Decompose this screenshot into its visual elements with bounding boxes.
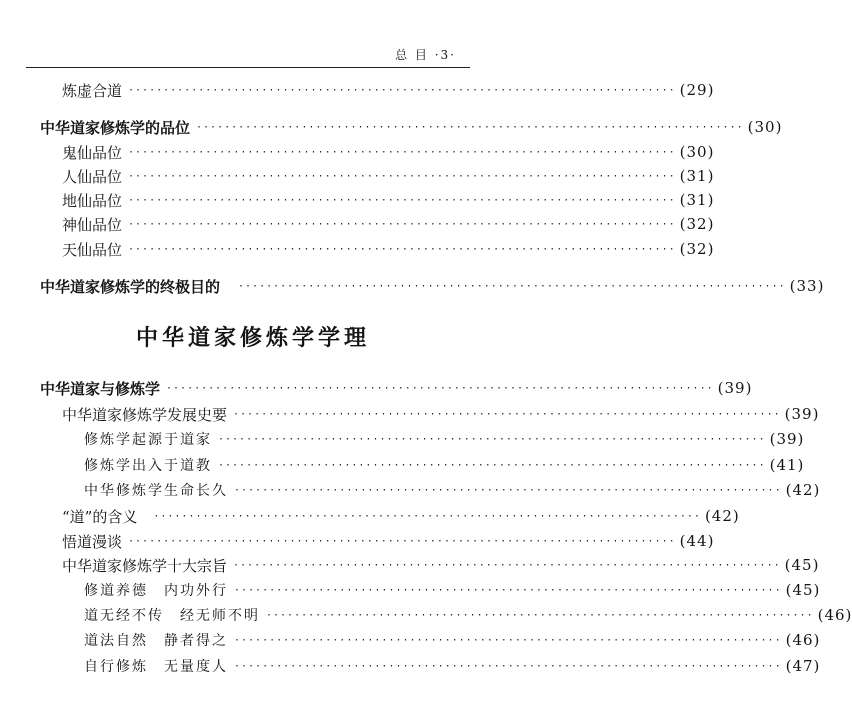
leader-dots: ·············································································· (266, 609, 814, 621)
header-rule (26, 67, 470, 68)
toc-entry-title: 人仙品位 (62, 167, 123, 186)
toc-entry (62, 165, 715, 187)
toc-entry (84, 655, 821, 677)
toc-entry-title: 鬼仙品位 (62, 143, 123, 162)
toc-entry-title: “道”的含义 (62, 507, 138, 526)
leader-dots: ·············································································· (128, 170, 676, 182)
toc-entry-page: (30) (747, 118, 783, 136)
toc-entry (62, 530, 715, 552)
toc-entry (84, 604, 852, 626)
leader-dots: ·············································································· (238, 280, 786, 292)
toc-entry-title: 自行修炼 无量度人 (84, 659, 228, 675)
leader-dots: ·············································································· (128, 535, 676, 547)
toc-entry (84, 479, 821, 501)
section-heading: 中华道家修炼学学理 (135, 325, 370, 351)
toc-entry-page: (41) (769, 456, 805, 474)
running-header: 总 目 ·3· (395, 48, 456, 62)
toc-entry-title: 修炼学出入于道教 (84, 458, 212, 474)
toc-entry (62, 213, 715, 235)
toc-entry-page: (33) (789, 277, 825, 295)
toc-entry-title: 中华道家与修炼学 (40, 379, 161, 398)
toc-entry-title: 道无经不传 经无师不明 (84, 608, 260, 624)
toc-entry-page: (46) (817, 606, 852, 624)
toc-entry-page: (42) (704, 507, 740, 525)
toc-entry-page: (46) (785, 631, 821, 649)
toc-entry-title: 中华修炼学生命长久 (84, 483, 228, 499)
toc-entry-page: (30) (679, 143, 715, 161)
toc-entry-page: (44) (679, 532, 715, 550)
toc-entry-title: 修道养德 内功外行 (84, 583, 228, 599)
toc-entry-title: 地仙品位 (62, 191, 123, 210)
toc-entry-page: (47) (785, 657, 821, 675)
toc-entry-page: (29) (679, 81, 715, 99)
toc-entry-title: 神仙品位 (62, 215, 123, 234)
toc-entry-page: (31) (679, 191, 715, 209)
leader-dots: ·············································································· (234, 584, 782, 596)
toc-entry (40, 377, 753, 399)
leader-dots: ·············································································· (218, 459, 766, 471)
toc-entry (62, 238, 715, 260)
toc-entry (62, 189, 715, 211)
toc-entry (84, 454, 805, 476)
toc-entry-page: (39) (784, 405, 820, 423)
toc-entry-page: (39) (717, 379, 753, 397)
toc-entry (40, 275, 825, 297)
leader-dots: ·············································································· (233, 408, 781, 420)
leader-dots: ·············································································· (128, 146, 676, 158)
leader-dots: ·············································································· (128, 218, 676, 230)
toc-entry (84, 579, 821, 601)
leader-dots: ·············································································· (128, 84, 676, 96)
toc-entry-title: 中华道家修炼学的品位 (40, 118, 191, 137)
toc-entry-title: 道法自然 静者得之 (84, 633, 228, 649)
toc-entry-title: 中华道家修炼学发展史要 (62, 405, 228, 424)
toc-entry-page: (39) (769, 430, 805, 448)
leader-dots: ·············································································· (234, 634, 782, 646)
leader-dots: ·············································································· (218, 433, 766, 445)
toc-entry-page: (32) (679, 240, 715, 258)
toc-entry (84, 428, 805, 450)
toc-entry-title: 天仙品位 (62, 240, 123, 259)
toc-entry (62, 505, 740, 527)
toc-entry-page: (42) (785, 481, 821, 499)
leader-dots: ·············································································· (234, 660, 782, 672)
toc-entry-title: 悟道漫谈 (62, 532, 123, 551)
toc-entry-page: (45) (784, 556, 820, 574)
toc-entry-page: (45) (785, 581, 821, 599)
leader-dots: ·············································································· (128, 243, 676, 255)
page-header (26, 46, 470, 66)
toc-entry-page: (32) (679, 215, 715, 233)
toc-entry-title: 中华道家修炼学十大宗旨 (62, 556, 228, 575)
toc-entry-title: 中华道家修炼学的终极目的 (40, 277, 221, 296)
toc-entry (62, 79, 715, 101)
toc-entry (62, 554, 820, 576)
toc-entry (62, 141, 715, 163)
leader-dots: ·············································································· (128, 194, 676, 206)
toc-entry (40, 116, 783, 138)
toc-entry-page: (31) (679, 167, 715, 185)
toc-entry (84, 629, 821, 651)
toc-entry (62, 403, 820, 425)
leader-dots: ·············································································· (233, 559, 781, 571)
leader-dots: ·············································································· (196, 121, 744, 133)
toc-entry-title: 炼虚合道 (62, 81, 123, 100)
leader-dots: ·············································································· (166, 382, 714, 394)
leader-dots: ·············································································· (234, 484, 782, 496)
toc-entry-title: 修炼学起源于道家 (84, 432, 212, 448)
leader-dots: ·············································································· (153, 510, 701, 522)
